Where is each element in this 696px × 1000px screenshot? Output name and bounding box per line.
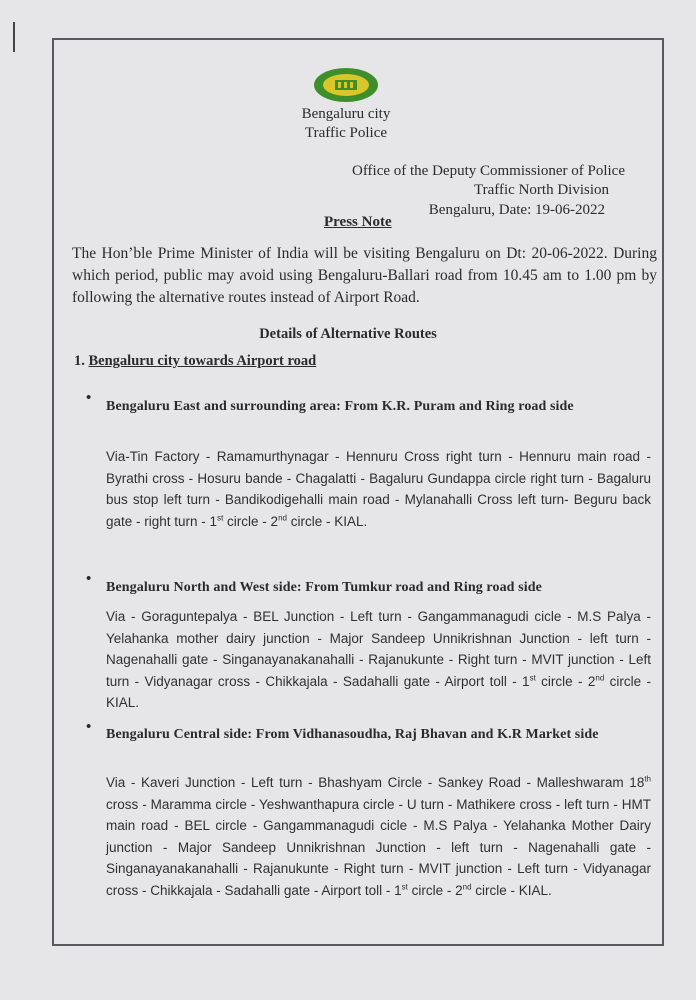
office-line-1: Office of the Deputy Commissioner of Police — [351, 163, 625, 179]
ordinal-suffix: st — [217, 513, 224, 522]
ordinal-suffix: st — [529, 673, 536, 682]
office-address — [300, 162, 625, 220]
route-text: circle - KIAL. — [286, 513, 368, 529]
route-central — [106, 772, 651, 901]
office-line-3: Bengaluru, Date: 19-06-2022 — [428, 202, 605, 218]
ordinal-suffix: th — [644, 774, 651, 784]
bullet-dot: • — [86, 719, 92, 735]
route-text: circle - 2 — [407, 882, 463, 898]
route-north-west — [106, 606, 651, 714]
office-line-2: Traffic North Division — [474, 182, 609, 198]
org-line-2: Traffic Police — [304, 125, 388, 141]
org-line-1: Bengaluru city — [301, 106, 391, 122]
route-text: circle - KIAL. — [106, 673, 652, 710]
route-text: circle - KIAL. — [471, 882, 552, 898]
ordinal-suffix: nd — [278, 513, 287, 522]
bullet-heading-central: Bengaluru Central side: From Vidhanasoudha, Raj Bhavan and K.R Market side — [106, 727, 599, 742]
section-number: 1. — [74, 353, 85, 369]
traffic-police-logo-icon — [313, 67, 379, 103]
ordinal-suffix: st — [401, 882, 408, 891]
route-text: Via - Kaveri Junction - Left turn - Bhashyam Circle - Sankey Road - Malleshwaram 18 — [106, 775, 645, 790]
bullet-heading-east: Bengaluru East and surrounding area: From K.R. Puram and Ring road side — [106, 399, 574, 414]
section-title: Bengaluru city towards Airport road — [88, 353, 317, 369]
route-text: circle - 2 — [223, 513, 279, 529]
route-east — [106, 446, 651, 532]
bullet-dot: • — [86, 390, 92, 406]
route-text: circle - 2 — [535, 673, 596, 689]
ordinal-suffix: nd — [595, 673, 605, 682]
route-text: Via-Tin Factory - Ramamurthynagar - Hennuru Cross right turn - Hennuru main road - Byrathi cross - Hosuru bande - Chagalatti - Bagaluru Gundappa circle right turn - Bagaluru bus stop left turn - Bandikodigehalli main road - Mylanahalli Cross left turn- Beguru back gate - right turn - 1 — [106, 449, 651, 529]
route-text: Via - Goraguntepalya - BEL Junction - Left turn - Gangammanagudi cicle - M.S Palya - Yelahanka mother dairy junction - Major Sandeep Unnikrishnan Junction - left turn - Nagenahalli gate - Singanayanakanahalli - Rajanukunte - Right turn - MVIT junction - Left turn - Vidyanagar cross - Chikkajala - Sadahalli gate - Airport toll - 1 — [106, 609, 651, 689]
details-title: Details of Alternative Routes — [259, 326, 437, 342]
ordinal-suffix: nd — [462, 882, 472, 891]
press-note-title: Press Note — [324, 214, 392, 230]
pen-mark — [13, 22, 15, 52]
intro-paragraph: The Hon’ble Prime Minister of India will be visiting Bengaluru on Dt: 20-06-2022. During which period, public may avoid using Bengaluru-Ballari road from 10.45 am to 1.00 pm by following the alternative routes instead of Airport Road. — [72, 245, 657, 306]
route-text: cross - Maramma circle - Yeshwanthapura circle - U turn - Mathikere cross - left turn - HMT main road - BEL circle - Gangammanagudi cicle - M.S Palya - Yelahanka Mother Dairy junction - Major Sandeep Unnikrishnan Junction - left turn - Nagenahalli gate - Singanayanakanahalli - Rajanukunte - Right turn - MVIT junction - Left turn - Vidyanagar cross - Chikkajala - Sadahalli gate - Airport toll - 1 — [106, 796, 651, 898]
section-heading — [74, 353, 316, 370]
organization-name — [290, 105, 402, 143]
bullet-dot: • — [86, 571, 92, 587]
bullet-heading-north-west: Bengaluru North and West side: From Tumkur road and Ring road side — [106, 580, 542, 595]
